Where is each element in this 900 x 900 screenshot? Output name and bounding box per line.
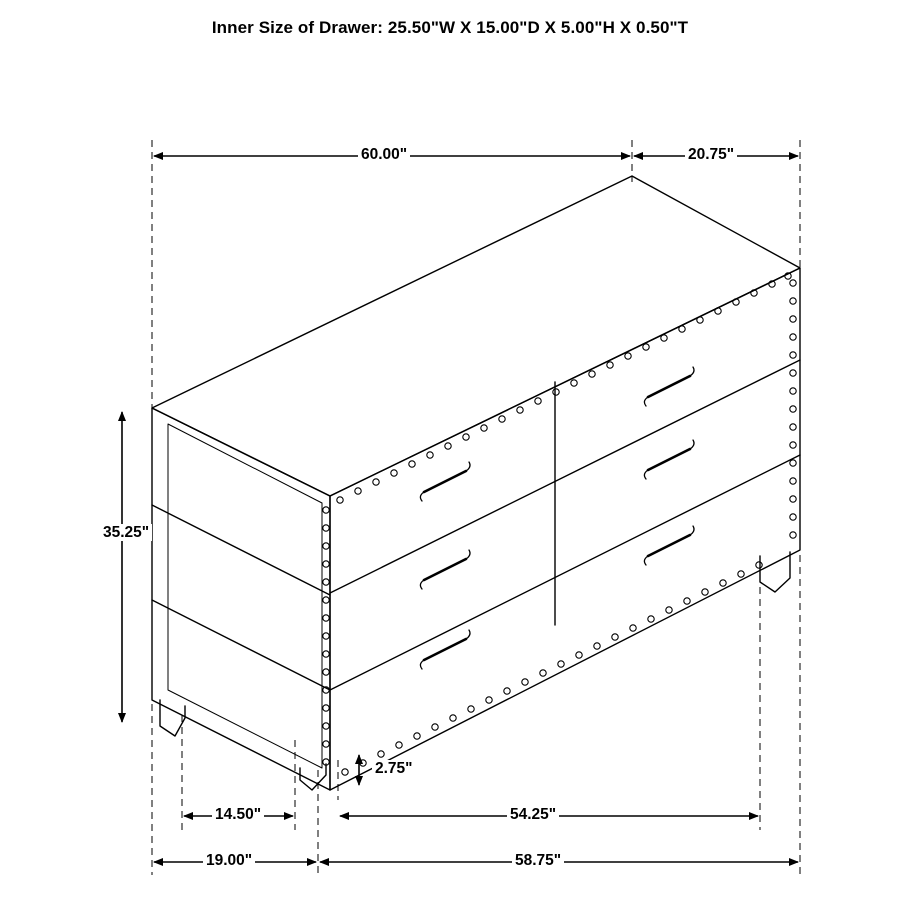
nailhead-trim: [323, 273, 796, 775]
dim-label-front-width: 54.25": [507, 806, 559, 823]
dim-label-leg-height: 2.75": [372, 760, 416, 777]
dim-label-front-inset: 14.50": [212, 806, 264, 823]
page-title: Inner Size of Drawer: 25.50"W X 15.00"D X 5.00"H X 0.50"T: [211, 18, 689, 37]
dim-label-top-width: 60.00": [358, 146, 410, 163]
extension-lines: [152, 140, 800, 875]
dim-label-height: 35.25": [100, 524, 152, 541]
drawer-handles-right: [644, 367, 694, 565]
dim-label-base-width: 58.75": [512, 852, 564, 869]
dresser-body: [152, 176, 800, 790]
dim-label-top-depth: 20.75": [685, 146, 737, 163]
dimension-arrows: [122, 156, 798, 862]
drawer-handles-left: [420, 462, 470, 669]
dim-label-base-depth: 19.00": [203, 852, 255, 869]
